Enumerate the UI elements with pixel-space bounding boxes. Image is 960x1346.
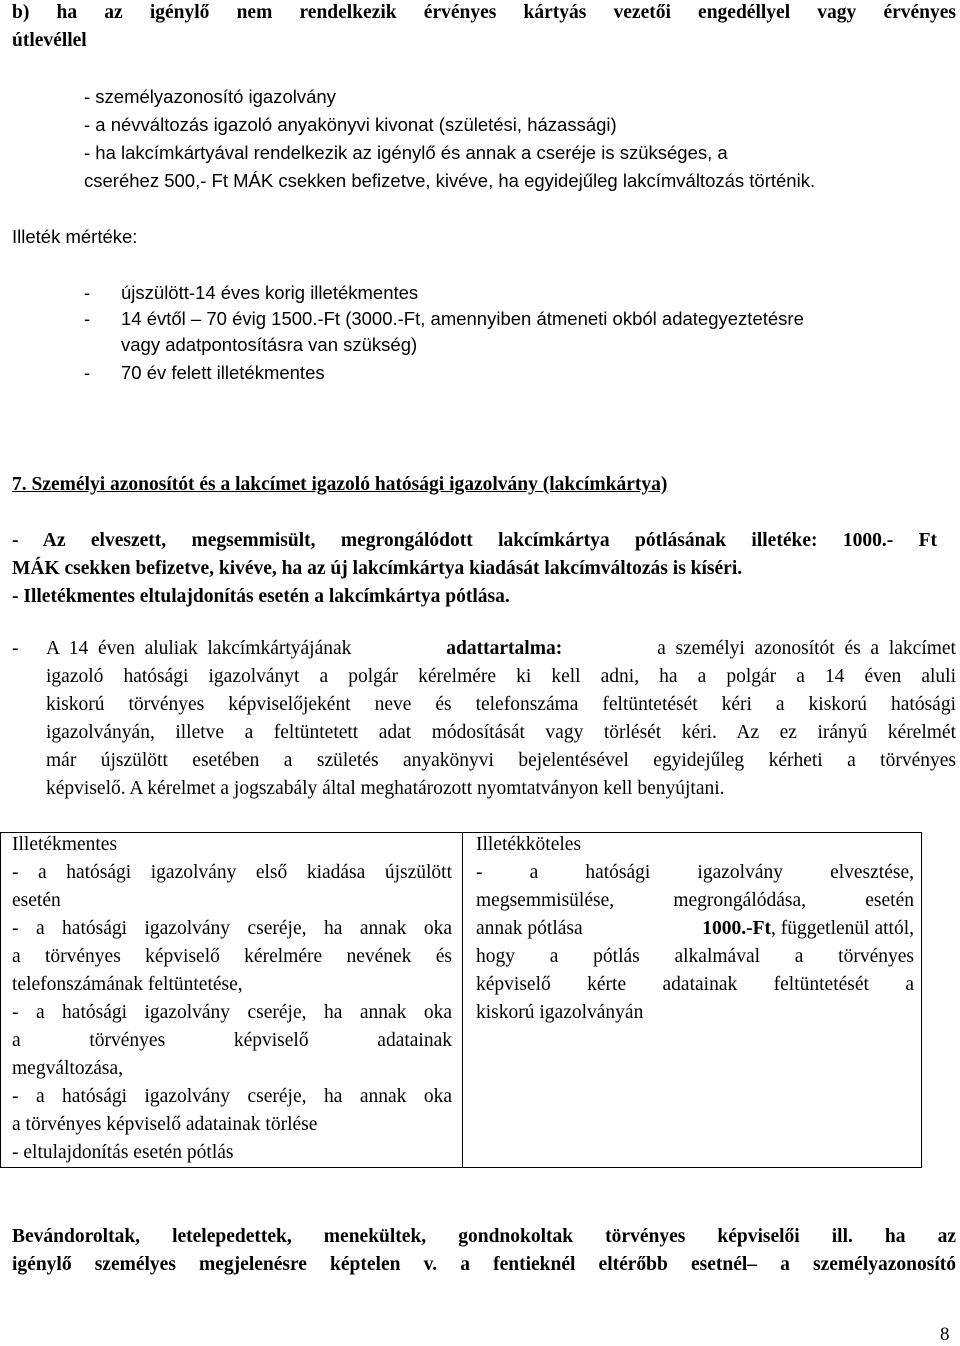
page-number: 8 (940, 1324, 950, 1345)
table-left-line: megváltozása, (12, 1058, 123, 1079)
footer-line1: Bevándoroltak, letelepedettek, menekültek, gondnokoltak törvényes képviselői ill. ha az (12, 1226, 956, 1247)
footer-line2: igénylő személyes megjelenésre képtelen v. a fentieknél eltérőbb esetnél– a személyazonosító (12, 1254, 956, 1275)
section-7-fee-line2: MÁK csekken befizetve, kivéve, ha az új lakcímkártya kiadását lakcímváltozás is kíséri. (12, 558, 743, 579)
list-item: - személyazonosító igazolvány (84, 86, 336, 107)
fee-item: vagy adatpontosításra van szükség) (121, 334, 418, 355)
section-7-title: 7. Személyi azonosítót és a lakcímet igazoló hatósági igazolvány (lakcímkártya) (12, 474, 668, 495)
table-right-line: kiskorú igazolványán (476, 1002, 644, 1023)
paragraph-line: igazoló hatósági igazolványt a polgár kérelmére ki kell adni, ha a polgár a 14 éven aluli (46, 666, 956, 687)
table-right-line3-a: annak pótlása (476, 918, 583, 939)
fee-item: 14 évtől – 70 évig 1500.-Ft (3000.-Ft, amennyiben átmeneti okból adategyeztetésre (121, 308, 804, 329)
table-right-line: - a hatósági igazolvány elvesztése, (476, 862, 914, 883)
fee-dash: - (84, 282, 91, 303)
section-b-heading-line2: útlevéllel (12, 30, 87, 51)
list-item: - ha lakcímkártyával rendelkezik az igénylő és annak a cseréje is szükséges, a (84, 142, 728, 163)
table-right-line3-bold: 1000.-Ft (702, 918, 772, 939)
table-left-line: - eltulajdonítás esetén pótlás (12, 1142, 234, 1163)
paragraph-line-last: képviselő. A kérelmet a jogszabály által meghatározott nyomtatványon kell benyújtani. (46, 778, 725, 799)
table-border-right (921, 832, 922, 1168)
table-right-line3-b: , függetlenül attól, (771, 918, 914, 939)
table-right-line: képviselő kérte adatainak feltüntetését a (476, 974, 914, 995)
table-border-top (0, 832, 922, 833)
table-left-line: - a hatósági igazolvány cseréje, ha annak oka (12, 1002, 452, 1023)
fee-item: 70 év felett illetékmentes (121, 362, 325, 383)
table-left-line: - a hatósági igazolvány cseréje, ha annak oka (12, 918, 452, 939)
fee-dash: - (84, 308, 91, 329)
table-left-line: a törvényes képviselő kérelmére nevének és (12, 946, 452, 967)
table-right-line: megsemmisülése, megrongálódása, esetén (476, 890, 914, 911)
list-item: - a névváltozás igazoló anyakönyvi kivonat (születési, házassági) (84, 114, 617, 135)
section-7-fee-line3: - Illetékmentes eltulajdonítás esetén a lakcímkártya pótlása. (12, 586, 510, 607)
table-divider (462, 832, 463, 1168)
table-left-header: Illetékmentes (12, 834, 118, 855)
table-left-line: esetén (12, 890, 61, 911)
paragraph-dash: - (12, 638, 19, 659)
paragraph-line: kiskorú törvényes képviselőjeként neve és telefonszáma feltüntetését kéri a kiskorú hatósági (46, 694, 956, 715)
fee-item: újszülött-14 éves korig illetékmentes (121, 282, 419, 303)
table-left-line: a törvényes képviselő adatainak (12, 1030, 452, 1051)
table-left-line: telefonszámának feltüntetése, (12, 974, 243, 995)
paragraph-line: igazolványán, illetve a feltüntetett adat módosítását vagy törlését kéri. Az ez irányú kérelmét (46, 722, 956, 743)
fee-label: Illeték mértéke: (12, 226, 138, 247)
list-item: cseréhez 500,- Ft MÁK csekken befizetve, kivéve, ha egyidejűleg lakcímváltozás történik. (84, 170, 816, 191)
table-border-bottom (0, 1167, 922, 1168)
table-right-line: hogy a pótlás alkalmával a törvényes (476, 946, 914, 967)
table-left-line: - a hatósági igazolvány cseréje, ha annak oka (12, 1086, 452, 1107)
fee-dash: - (84, 362, 91, 383)
paragraph-line1 (46, 638, 956, 660)
paragraph-line1-bold: adattartalma: (446, 638, 563, 659)
paragraph-line: már újszülött esetében a születés anyakönyvi bejelentésével egyidejűleg kérheti a törvényes (46, 750, 956, 771)
table-border-left (0, 832, 1, 1168)
table-right-header: Illetékköteles (476, 834, 582, 855)
table-right-line3-group (702, 918, 914, 940)
section-b-heading-line1: b) ha az igénylő nem rendelkezik érvényes kártyás vezetői engedéllyel vagy érvényes (12, 2, 956, 23)
paragraph-line1-a: A 14 éven aluliak lakcímkártyájának (46, 638, 352, 659)
paragraph-line1-b: a személyi azonosítót és a lakcímet (657, 638, 956, 659)
table-left-line: a törvényes képviselő adatainak törlése (12, 1114, 318, 1135)
section-7-fee-line1: - Az elveszett, megsemmisült, megrongálódott lakcímkártya pótlásának illetéke: 1000.- Ft (12, 530, 937, 551)
table-left-line: - a hatósági igazolvány első kiadása újszülött (12, 862, 452, 883)
table-right-line (476, 918, 914, 940)
